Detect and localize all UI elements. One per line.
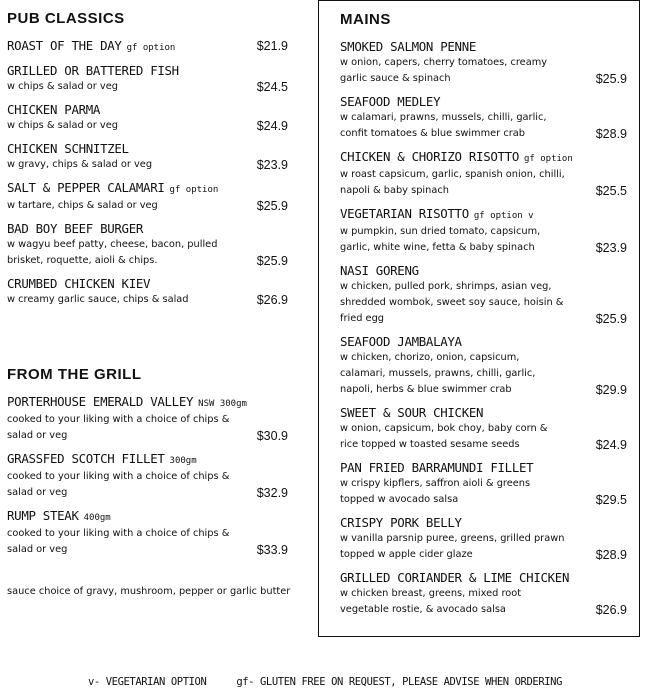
menu-item-description: w crispy kipflers, saffron aioli & greens topped w avocado salsa [340,478,531,505]
menu-item-description: w chicken breast, greens, mixed root vegetable rostie, & avocado salsa [340,588,522,615]
menu-item-description: w onion, capers, cherry tomatoes, creamy garlic sauce & spinach [340,57,548,84]
menu-item-title: VEGETARIAN RISOTTO [340,206,469,221]
pub-classics-list [7,38,292,308]
menu-item-description: w calamari, prawns, mussels, chilli, garlic, confit tomatoes & blue swimmer crab [340,112,547,139]
menu-item-price: $24.9 [256,119,288,133]
menu-item [7,276,292,308]
menu-item-note: 300gm [169,456,197,466]
menu-item-note: gf option [169,185,219,195]
menu-item-price: $33.9 [256,543,288,557]
menu-item-description: w wagyu beef patty, cheese, bacon, pulled brisket, roquette, aioli & chips. [7,239,218,266]
menu-item [7,63,292,95]
menu-item-price: $28.9 [595,548,627,562]
menu-item-title: GRILLED CORIANDER & LIME CHICKEN [340,570,570,585]
menu-item-title: CHICKEN PARMA [7,102,101,117]
menu-item [340,405,627,453]
menu-item-price: $30.9 [256,429,288,443]
menu-item-title: CHICKEN & CHORIZO RISOTTO [340,149,519,164]
menu-item-name [340,570,627,586]
menu-item-title: SMOKED SALMON PENNE [340,39,477,54]
menu-item [340,206,627,256]
menu-item [340,515,627,563]
menu-item-title: PAN FRIED BARRAMUNDI FILLET [340,460,534,475]
menu-item-name [7,63,292,79]
menu-item-price: $29.5 [595,493,627,507]
menu-item-price: $25.9 [595,72,627,86]
menu-item-description: w tartare, chips & salad or veg [7,200,158,211]
menu-item-price: $26.9 [595,603,627,617]
menu-item-name [7,276,292,292]
sauce-note: sauce choice of gravy, mushroom, pepper or garlic butter [7,586,291,597]
menu-item-note: NSW 300gm [198,399,247,409]
menu-item [340,570,627,618]
menu-item-name [7,180,292,198]
gluten-free-legend: gf- GLUTEN FREE ON REQUEST, PLEASE ADVISE WHEN ORDERING [236,676,563,688]
menu-item-description: w pumpkin, sun dried tomato, capsicum, garlic, white wine, fetta & baby spinach [340,226,541,253]
menu-item-title: ROAST OF THE DAY [7,38,122,53]
menu-item-price: $23.9 [256,158,288,172]
menu-item-name [340,94,627,110]
menu-item-price: $26.9 [256,293,288,307]
menu-item-description: cooked to your liking with a choice of chips & salad or veg [7,528,230,555]
menu-item-name [7,221,292,237]
menu-item [7,451,292,501]
menu-item-title: SEAFOOD MEDLEY [340,94,441,109]
menu-item-description: w vanilla parsnip puree, greens, grilled prawn topped w apple cider glaze [340,533,565,560]
left-column [7,10,292,600]
vegetarian-legend: v- VEGETARIAN OPTION [87,676,207,688]
menu-item-title: SALT & PEPPER CALAMARI [7,180,165,195]
mains-box [318,0,640,637]
menu-item-note: gf option v [473,211,534,221]
menu-item [340,263,627,327]
menu-item [340,39,627,87]
menu-item [7,394,292,444]
menu-item-description: w chips & salad or veg [7,120,118,131]
menu-item-price: $25.9 [595,312,627,326]
menu-item-price: $21.9 [256,39,288,53]
menu-item [340,460,627,508]
menu-item [340,149,627,199]
menu-item-name [7,508,292,526]
menu-item-name [340,39,627,55]
menu-item [7,38,292,56]
menu-item-name [7,451,292,469]
menu-item [7,102,292,134]
menu-item-name [340,149,627,167]
menu-item-name [340,405,627,421]
menu-item-note: gf option [524,154,573,164]
menu-item-title: BAD BOY BEEF BURGER [7,221,144,236]
menu-item-name [7,394,292,412]
menu-item [340,94,627,142]
menu-item-title: PORTERHOUSE EMERALD VALLEY [7,394,194,409]
menu-item-price: $32.9 [256,486,288,500]
menu-item-description: cooked to your liking with a choice of chips & salad or veg [7,414,230,441]
menu-item-name [7,38,292,56]
menu-item [7,141,292,173]
footer-legend [0,676,650,688]
menu-item-title: GRILLED OR BATTERED FISH [7,63,179,78]
mains-list [340,39,627,618]
menu-item-description: w roast capsicum, garlic, spanish onion, chilli, napoli & baby spinach [340,169,565,196]
menu-item [7,508,292,558]
menu-item-price: $25.9 [256,254,288,268]
menu-item [340,334,627,398]
menu-item-name [7,141,292,157]
menu-item-title: RUMP STEAK [7,508,79,523]
menu-item-price: $25.9 [256,199,288,213]
menu-item-title: SWEET & SOUR CHICKEN [340,405,484,420]
menu-item-title: CHICKEN SCHNITZEL [7,141,129,156]
menu-item-description: w chips & salad or veg [7,81,118,92]
menu-item-description: w chicken, chorizo, onion, capsicum, calamari, mussels, prawns, chilli, garlic, napoli, herbs & blue swimmer crab [340,352,536,395]
menu-item [7,221,292,269]
menu-item-name [340,460,627,476]
menu-item-price: $28.9 [595,127,627,141]
menu-item-note: gf option [126,43,176,53]
menu-item-title: GRASSFED SCOTCH FILLET [7,451,165,466]
menu-item-price: $29.9 [595,383,627,397]
menu-item-description: w creamy garlic sauce, chips & salad [7,294,189,305]
menu-item-title: CRUMBED CHICKEN KIEV [7,276,151,291]
grill-list [7,394,292,558]
pub-classics-title: PUB CLASSICS [7,10,125,27]
from-the-grill-title: FROM THE GRILL [7,366,142,383]
menu-item-title: SEAFOOD JAMBALAYA [340,334,462,349]
menu-item-title: CRISPY PORK BELLY [340,515,462,530]
menu-item-title: NASI GORENG [340,263,419,278]
menu-item [7,180,292,214]
menu-item-note: 400gm [83,513,111,523]
menu-item-description: w chicken, pulled pork, shrimps, asian veg, shredded wombok, sweet soy sauce, hoisin & fried egg [340,281,564,324]
menu-item-name [340,263,627,279]
menu-item-name [340,206,627,224]
menu-item-name [340,334,627,350]
menu-item-price: $24.9 [595,438,627,452]
menu-item-name [340,515,627,531]
menu-item-name [7,102,292,118]
menu-item-description: w gravy, chips & salad or veg [7,159,153,170]
menu-item-price: $24.5 [256,80,288,94]
menu-item-description: cooked to your liking with a choice of chips & salad or veg [7,471,230,498]
menu-item-price: $25.5 [595,184,627,198]
menu-item-price: $23.9 [595,241,627,255]
menu-item-description: w onion, capsicum, bok choy, baby corn & rice topped w toasted sesame seeds [340,423,548,450]
mains-title: MAINS [340,11,391,28]
